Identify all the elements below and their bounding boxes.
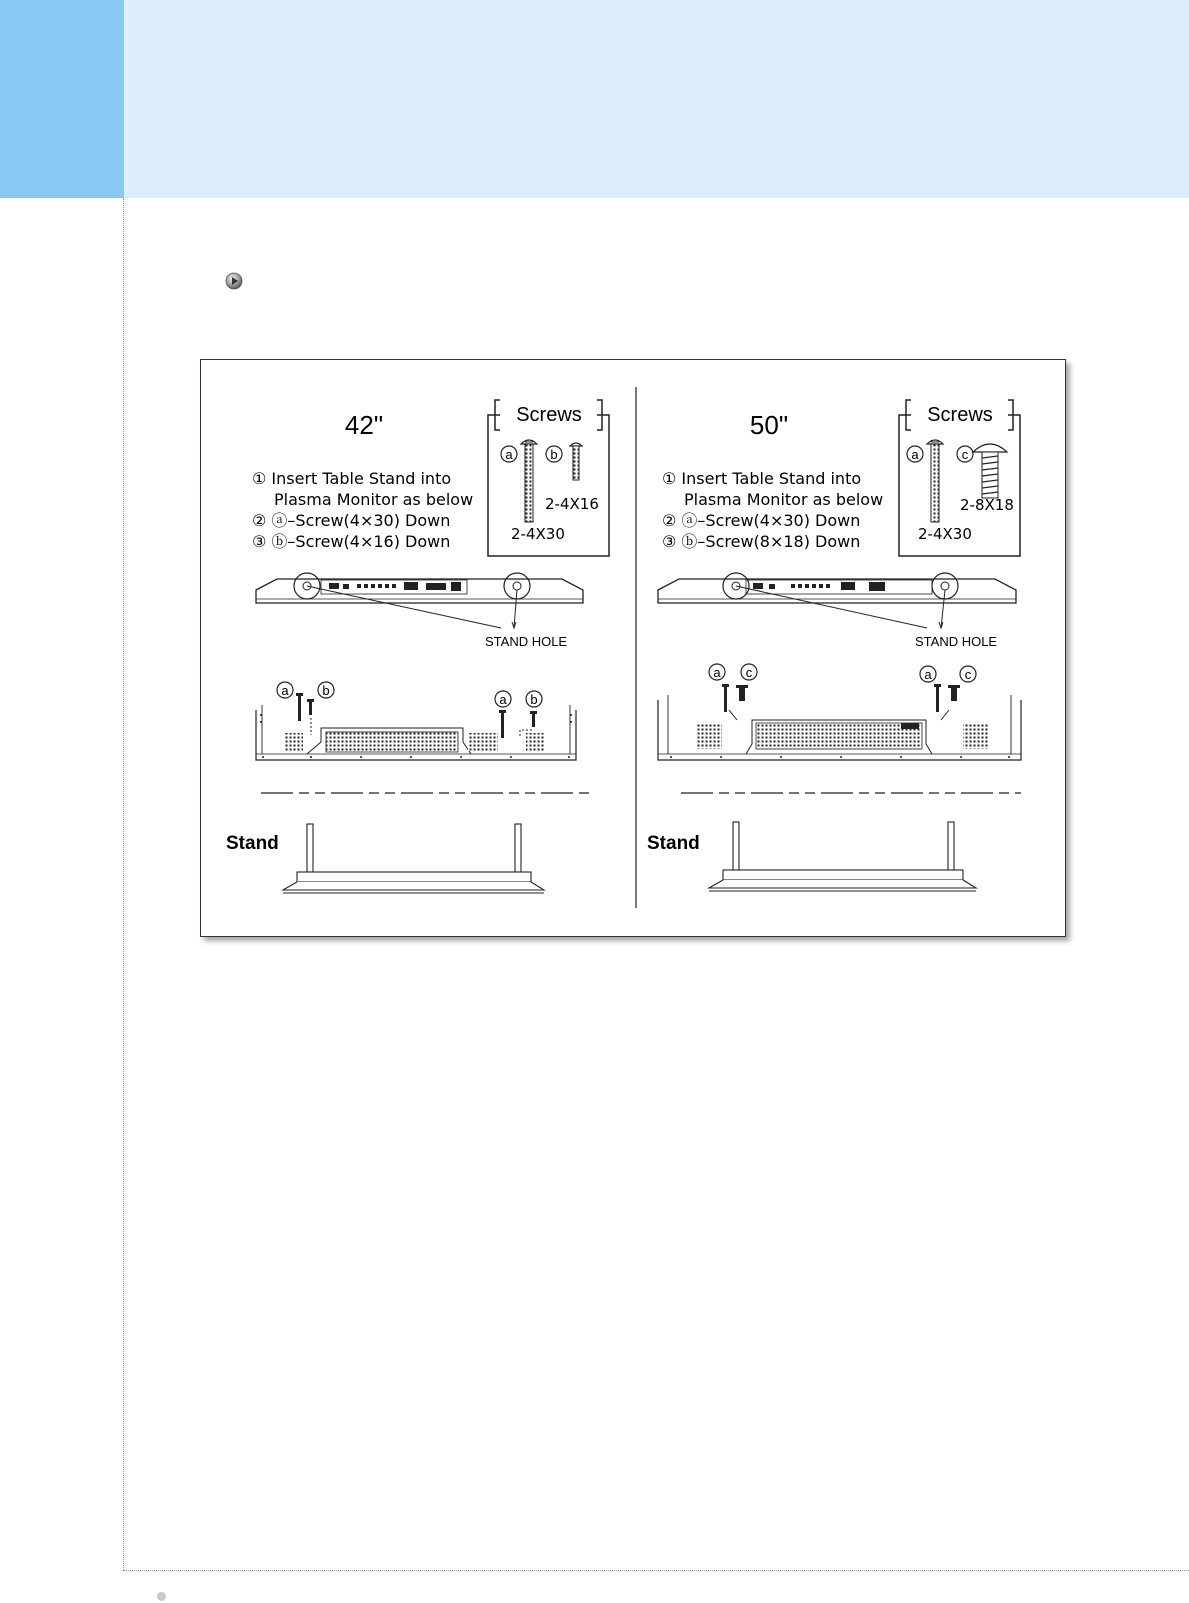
right-size-title: 50" — [749, 410, 789, 440]
left-screw-b-icon — [570, 443, 582, 480]
left-screw-a-icon — [521, 440, 537, 522]
right-rear-mark-c1: c — [745, 665, 753, 680]
section-bullet-icon — [225, 272, 243, 290]
right-step-1b: Plasma Monitor as below — [684, 490, 884, 509]
right-rear-mark-a2: a — [924, 667, 932, 682]
footer-dot-icon — [157, 1592, 166, 1601]
right-step-3: ③ ⓑ–Screw(8×18) Down — [662, 532, 861, 551]
left-rear-mark-a1: a — [281, 683, 289, 698]
right-screw-c-spec: 2-8X18 — [960, 496, 1014, 514]
left-instructions — [252, 410, 473, 551]
left-step-1: ① Insert Table Stand into — [252, 469, 452, 488]
margin-guide-vertical — [123, 198, 124, 1570]
header-accent-block — [0, 0, 124, 198]
left-stand-label: Stand — [226, 833, 279, 854]
left-stand-hole-label: STAND HOLE — [485, 634, 568, 649]
right-step-1: ① Insert Table Stand into — [662, 469, 862, 488]
right-screw-c-icon — [973, 444, 1007, 498]
right-stand — [647, 822, 976, 891]
right-screw-a-mark: a — [911, 447, 919, 462]
left-rear-mark-a2: a — [499, 692, 507, 707]
right-rear-mark-a1: a — [713, 665, 721, 680]
right-screw-c-mark: c — [961, 447, 969, 462]
right-screw-a-spec: 2-4X30 — [918, 525, 972, 543]
left-screws-title: Screws — [516, 404, 582, 426]
left-screw-a-spec: 2-4X30 — [511, 525, 565, 543]
right-step-2: ② ⓐ–Screw(4×30) Down — [662, 511, 861, 530]
right-rear-mark-c2: c — [964, 667, 972, 682]
left-stand — [226, 824, 544, 893]
left-rear-mark-b1: b — [322, 683, 330, 698]
left-screw-b-mark: b — [550, 447, 558, 462]
right-stand-label: Stand — [647, 833, 700, 854]
left-rear-mark-b2: b — [530, 692, 538, 707]
left-screw-a-mark: a — [505, 447, 513, 462]
left-screw-b-spec: 2-4X16 — [545, 495, 599, 513]
right-screws-box — [899, 400, 1020, 556]
left-step-1b: Plasma Monitor as below — [274, 490, 474, 509]
right-monitor-bottom-view — [658, 573, 1016, 649]
header-banner — [124, 0, 1189, 198]
left-monitor-bottom-view — [256, 573, 583, 649]
left-step-2: ② ⓐ–Screw(4×30) Down — [252, 511, 451, 530]
margin-guide-horizontal — [123, 1570, 1189, 1571]
right-stand-hole-label: STAND HOLE — [915, 634, 998, 649]
right-screw-a-icon — [927, 440, 943, 522]
right-screws-title: Screws — [927, 404, 993, 426]
right-monitor-rear-view — [658, 664, 1021, 760]
left-size-title: 42" — [344, 410, 384, 440]
left-step-3: ③ ⓑ–Screw(4×16) Down — [252, 532, 451, 551]
left-screws-box — [488, 400, 609, 556]
right-instructions — [662, 410, 883, 551]
left-monitor-rear-view — [256, 682, 576, 760]
stand-installation-diagram — [200, 359, 1066, 937]
